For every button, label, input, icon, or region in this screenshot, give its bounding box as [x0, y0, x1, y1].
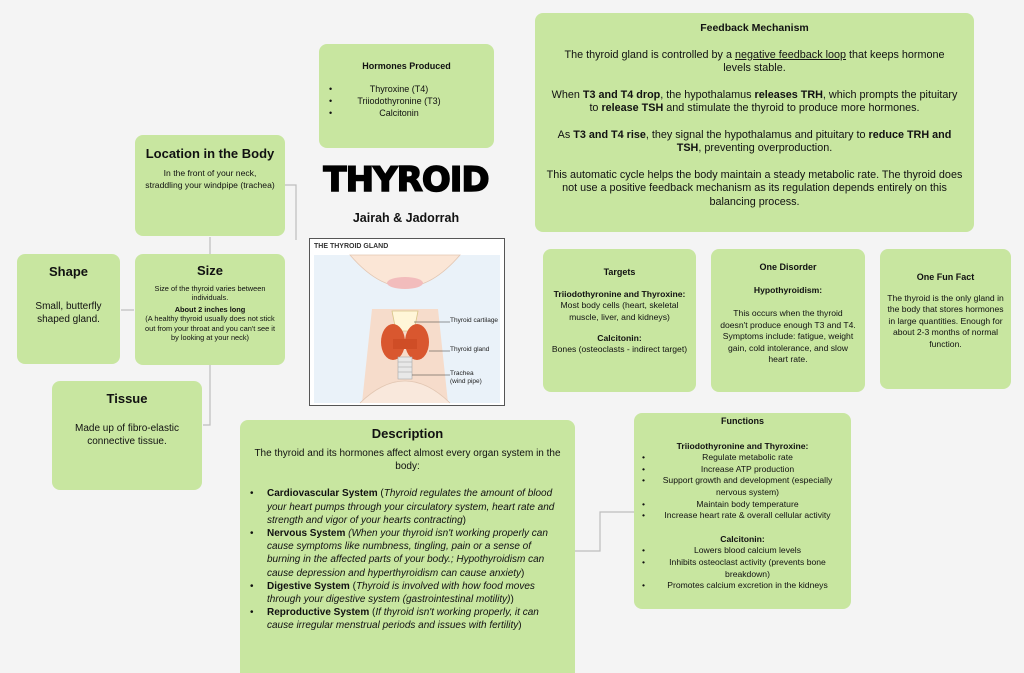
functions-heading-1: Triiodothyronine and Thyroxine: — [676, 440, 809, 451]
system-detail: Thyroid is involved with how food moves through your digestive system (gastrointestinal motility) — [267, 580, 535, 606]
connector-size-tissue — [203, 365, 210, 425]
targets-text-1: Most body cells (heart, skeletal muscle, liver, and kidneys) — [560, 300, 679, 322]
tissue-card — [52, 381, 202, 490]
feedback-paragraph-3 — [541, 129, 968, 156]
disorder-heading: Hypothyroidism: — [753, 284, 823, 295]
punct: ) — [521, 567, 525, 579]
feedback-title: Feedback Mechanism — [700, 22, 809, 34]
targets-text-2: Bones (osteoclasts - indirect target) — [551, 344, 688, 355]
targets-heading-1: Triiodothyronine and Thyroxine: — [553, 289, 686, 300]
list-item: • Increase heart rate & overall cellular activity — [642, 510, 843, 522]
connector-description-functions — [575, 512, 634, 551]
funfact-title: One Fun Fact — [916, 272, 975, 282]
targets-heading-2: Calcitonin: — [597, 332, 642, 343]
list-item: • Regulate metabolic rate — [642, 452, 843, 464]
feedback-text: that keeps hormone levels stable. — [723, 48, 945, 74]
punct: ) — [510, 594, 514, 606]
functions-title: Functions — [721, 416, 764, 426]
size-title: Size — [196, 263, 223, 278]
punct: ) — [518, 620, 522, 632]
hormones-card — [319, 44, 494, 148]
feedback-paragraph-2 — [541, 89, 968, 116]
list-item — [250, 606, 565, 632]
hormones-list — [329, 83, 469, 119]
list-item: • Maintain body temperature — [642, 499, 843, 511]
system-name: Cardiovascular System — [267, 488, 378, 500]
list-item: • Support growth and development (especially nervous system) — [642, 475, 843, 498]
punct: ( — [349, 580, 356, 592]
thyroid-gland-image — [309, 238, 505, 406]
feedback-text: and stimulate the thyroid to produce more hormones. — [663, 102, 920, 114]
hormone-item: • Calcitonin — [329, 107, 469, 119]
list-item — [250, 487, 565, 527]
size-text-3: (A healthy thyroid usually does not stick out from your throat and you can't see it by looking at your neck) — [145, 314, 275, 343]
list-item: • Promotes calcium excretion in the kidneys — [642, 580, 843, 592]
shape-card — [17, 254, 120, 364]
description-list — [250, 487, 565, 632]
list-item: • Inhibits osteoclast activity (prevents bone breakdown) — [642, 557, 843, 580]
description-intro: The thyroid and its hormones affect almost every organ system in the body: — [254, 448, 561, 473]
punct: ) — [462, 514, 467, 526]
list-item — [250, 580, 565, 606]
funfact-text: The thyroid is the only gland in the body that stores hormones in large quantities. Enough for about 2-3 months of normal function. — [887, 292, 1004, 349]
feedback-text: , the hypothalamus — [660, 88, 755, 101]
feedback-text: As — [557, 128, 574, 141]
feedback-text: , preventing overproduction. — [698, 142, 833, 154]
feedback-text: The thyroid gland is controlled by a — [564, 48, 735, 61]
label-trachea: Trachea — [450, 370, 474, 377]
authors: Jairah & Jadorrah — [352, 211, 460, 225]
system-name: Reproductive System — [267, 607, 370, 619]
targets-title: Targets — [603, 267, 636, 277]
list-item — [250, 527, 565, 580]
size-text-1: Size of the thyroid varies between individuals. — [154, 284, 266, 303]
system-detail: (When your thyroid isn't working properly can cause symptoms like numbness, tingling, pain or a sense of burning in the affected parts of your body.; Hypothyroidism can cause depression and hyperthyroidism can cause anxiety — [267, 528, 548, 579]
feedback-paragraph-1 — [541, 49, 968, 76]
shape-title: Shape — [48, 264, 88, 279]
feedback-bold-text: releases TRH — [754, 88, 823, 101]
hormone-item: • Triiodothyronine (T3) — [329, 95, 469, 107]
feedback-card — [535, 13, 974, 232]
label-thyroid-gland: Thyroid gland — [450, 346, 490, 353]
feedback-text: When — [551, 88, 583, 101]
hormones-title: Hormones Produced — [362, 61, 451, 71]
tissue-text: Made up of fibro-elastic connective tissue. — [75, 423, 179, 447]
punct: ( — [377, 488, 384, 500]
location-text: In the front of your neck, straddling your windpipe (trachea) — [145, 168, 275, 190]
connector-location-title — [285, 185, 296, 240]
disorder-text: This occurs when the thyroid doesn't produce enough T3 and T4. Symptoms include: fatigue, weight gain, cold intolerance, and slow heart rate. — [720, 308, 856, 364]
functions-list-1 — [642, 452, 843, 522]
system-detail: If thyroid isn't working properly, it can cause irregular menstrual periods and issues with fertility — [267, 607, 539, 632]
system-name: Nervous System — [267, 528, 346, 540]
functions-card — [634, 413, 851, 609]
disorder-title: One Disorder — [759, 262, 817, 272]
feedback-bold-text: release TSH — [601, 102, 664, 114]
hormone-item: • Thyroxine (T4) — [329, 83, 469, 95]
funfact-card — [880, 249, 1011, 389]
system-name: Digestive System — [267, 580, 350, 592]
label-thyroid-cartilage: Thyroid cartilage — [450, 317, 499, 324]
list-item: • Lowers blood calcium levels — [642, 545, 843, 557]
feedback-underlined-text: negative feedback loop — [734, 48, 847, 61]
feedback-bold-text: reduce TRH and TSH — [676, 128, 952, 154]
image-title: THE THYROID GLAND — [314, 243, 389, 250]
functions-list-2 — [642, 545, 843, 591]
targets-card — [543, 249, 696, 392]
functions-heading-2: Calcitonin: — [720, 533, 765, 544]
description-title: Description — [371, 426, 444, 441]
shape-text: Small, butterfly shaped gland. — [35, 301, 102, 325]
location-title: Location in the Body — [145, 146, 275, 161]
size-card — [135, 254, 285, 365]
feedback-bold-text: T3 and T4 drop — [582, 88, 661, 101]
size-text-2: About 2 inches long — [174, 304, 246, 314]
system-detail: Thyroid regulates the amount of blood your heart pumps through your circulatory system, heart rate and strength and vigor of your hearts contracting — [267, 488, 555, 526]
location-card — [135, 135, 285, 236]
feedback-text: , they signal the hypothalamus and pituitary to — [645, 128, 869, 141]
page-title: THYROID — [323, 160, 489, 200]
punct: ( — [369, 607, 376, 619]
disorder-card — [711, 249, 865, 392]
tissue-title: Tissue — [106, 391, 148, 406]
feedback-bold-text: T3 and T4 rise — [573, 128, 646, 141]
label-trachea-sub: (wind pipe) — [450, 378, 482, 385]
feedback-text: , which prompts the pituitary to — [589, 88, 958, 114]
description-card — [240, 420, 575, 673]
list-item: • Increase ATP production — [642, 464, 843, 476]
feedback-paragraph-4: This automatic cycle helps the body maintain a steady metabolic rate. The thyroid does not use a positive feedback mechanism as its regulation depends entirely on this balancing process. — [546, 168, 963, 208]
